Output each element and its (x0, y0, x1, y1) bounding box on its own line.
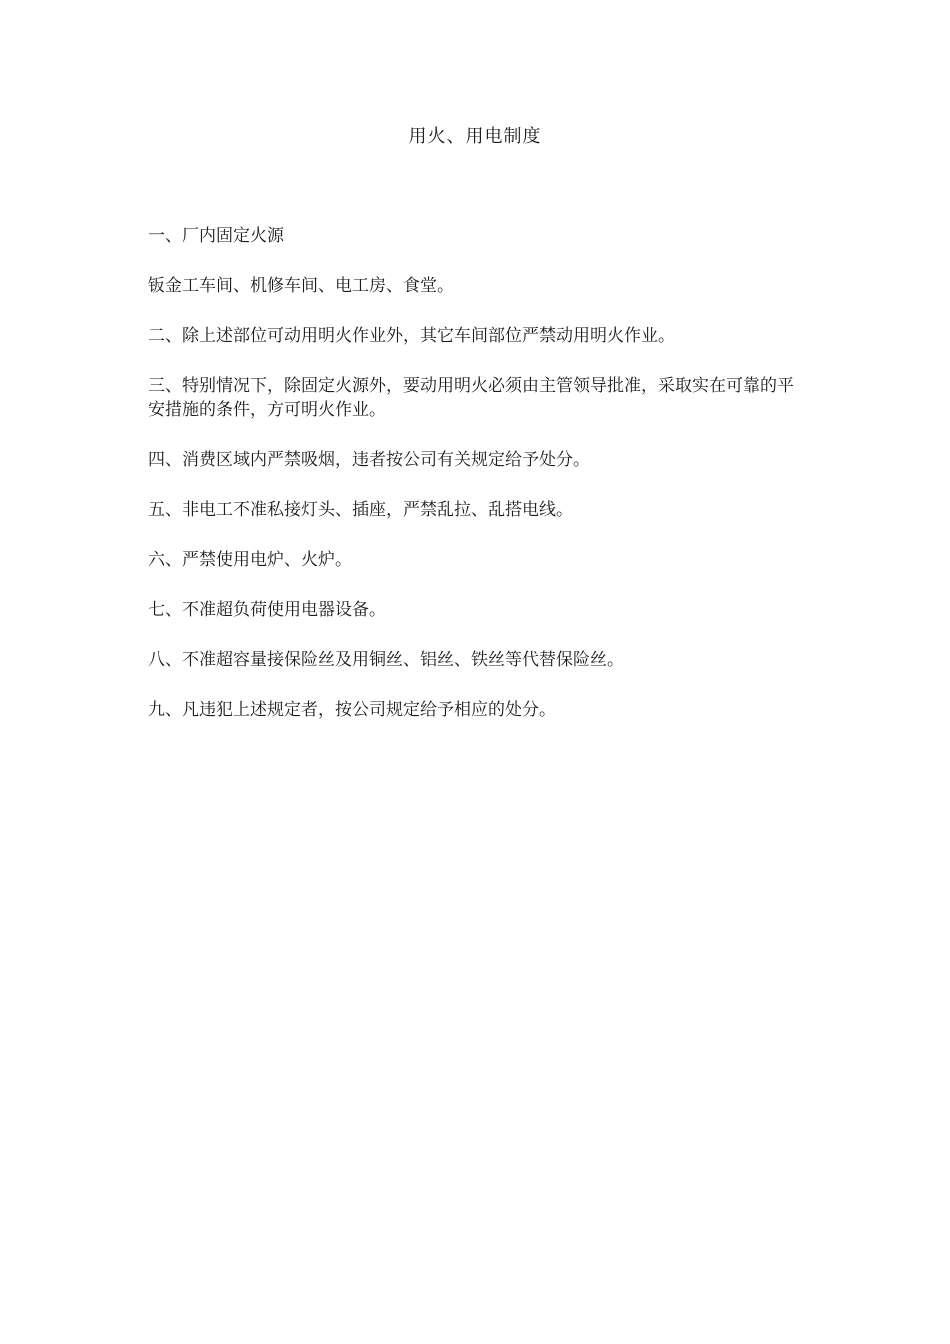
paragraph-rule-4: 四、消费区域内严禁吸烟，违者按公司有关规定给予处分。 (148, 450, 590, 470)
paragraph-rule-3: 三、特别情况下，除固定火源外，要动用明火必须由主管领导批准，采取实在可靠的平安措施的条件，方可明火作业。 (148, 376, 794, 420)
paragraph-rule-8: 八、不准超容量接保险丝及用铜丝、铝丝、铁丝等代替保险丝。 (148, 650, 624, 670)
paragraph-rule-6: 六、严禁使用电炉、火炉。 (148, 550, 352, 570)
paragraph-rule-7: 七、不准超负荷使用电器设备。 (148, 600, 386, 620)
document-title: 用火、用电制度 (408, 126, 542, 147)
paragraph-rule-2: 二、除上述部位可动用明火作业外，其它车间部位严禁动用明火作业。 (148, 326, 675, 346)
paragraph-section-1-heading: 一、厂内固定火源 (148, 226, 284, 246)
paragraph-fixed-fire-sources: 钣金工车间、机修车间、电工房、食堂。 (148, 276, 454, 296)
paragraph-rule-9: 九、凡违犯上述规定者，按公司规定给予相应的处分。 (148, 700, 556, 720)
document-body (148, 224, 808, 748)
paragraph-rule-5: 五、非电工不准私接灯头、插座，严禁乱拉、乱搭电线。 (148, 500, 573, 520)
